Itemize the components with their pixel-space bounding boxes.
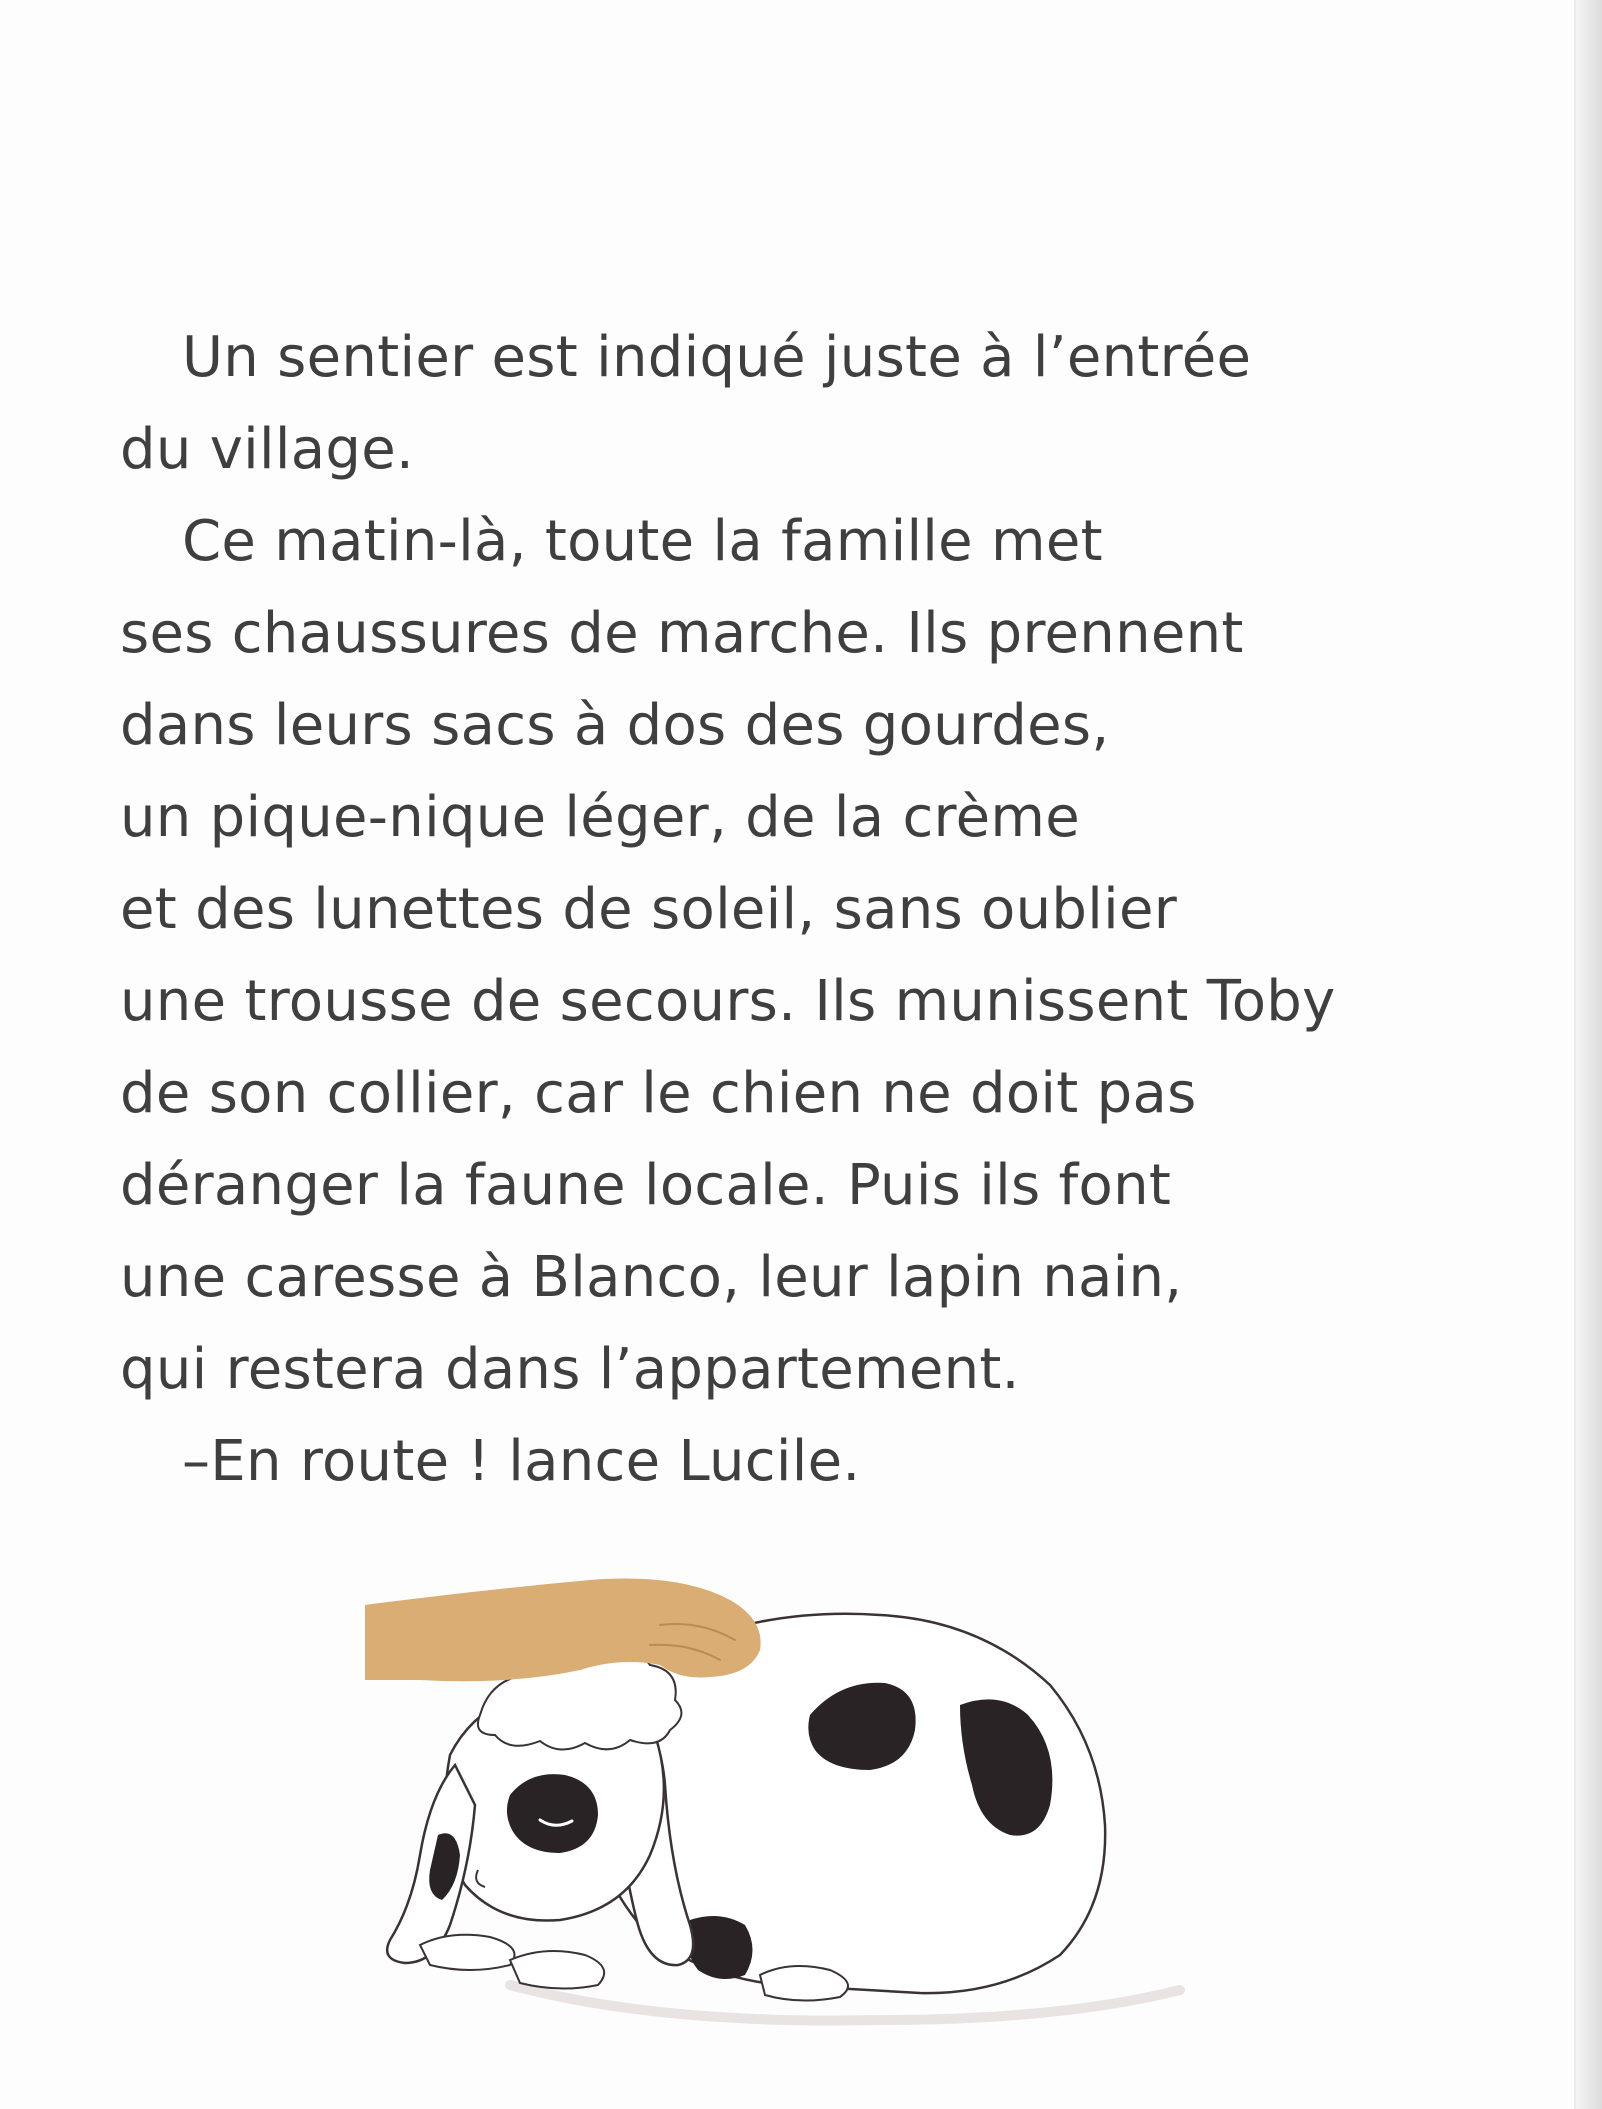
text-line: et des lunettes de soleil, sans oublier <box>120 877 1178 942</box>
rabbit-front-paw-left <box>420 1935 515 1970</box>
page-edge-shadow <box>1576 0 1602 2109</box>
text-line: déranger la faune locale. Puis ils font <box>120 1153 1172 1218</box>
text-line: un pique-nique léger, de la crème <box>120 785 1080 850</box>
hand-petting-rabbit-illustration <box>360 1565 1360 2035</box>
text-line: du village. <box>120 417 415 482</box>
text-line: une trousse de secours. Ils munissent Toby <box>120 969 1336 1034</box>
rabbit-front-paw-right <box>510 1951 604 1989</box>
text-line: qui restera dans l’appartement. <box>120 1337 1020 1402</box>
text-line: Ce matin-là, toute la famille met <box>182 509 1103 574</box>
story-text <box>120 312 1420 1508</box>
text-line: ses chaussures de marche. Ils prennent <box>120 601 1244 666</box>
text-line: de son collier, car le chien ne doit pas <box>120 1061 1197 1126</box>
petting-hand <box>365 1579 761 1682</box>
rabbit-hind-paw <box>760 1966 848 2001</box>
text-line: dans leurs sacs à dos des gourdes, <box>120 693 1110 758</box>
text-line: –En route ! lance Lucile. <box>182 1429 861 1494</box>
rabbit-ear-left <box>387 1765 475 1963</box>
text-line: une caresse à Blanco, leur lapin nain, <box>120 1245 1183 1310</box>
text-line: Un sentier est indiqué juste à l’entrée <box>182 325 1252 390</box>
rabbit-foot-spot <box>687 1916 752 1979</box>
